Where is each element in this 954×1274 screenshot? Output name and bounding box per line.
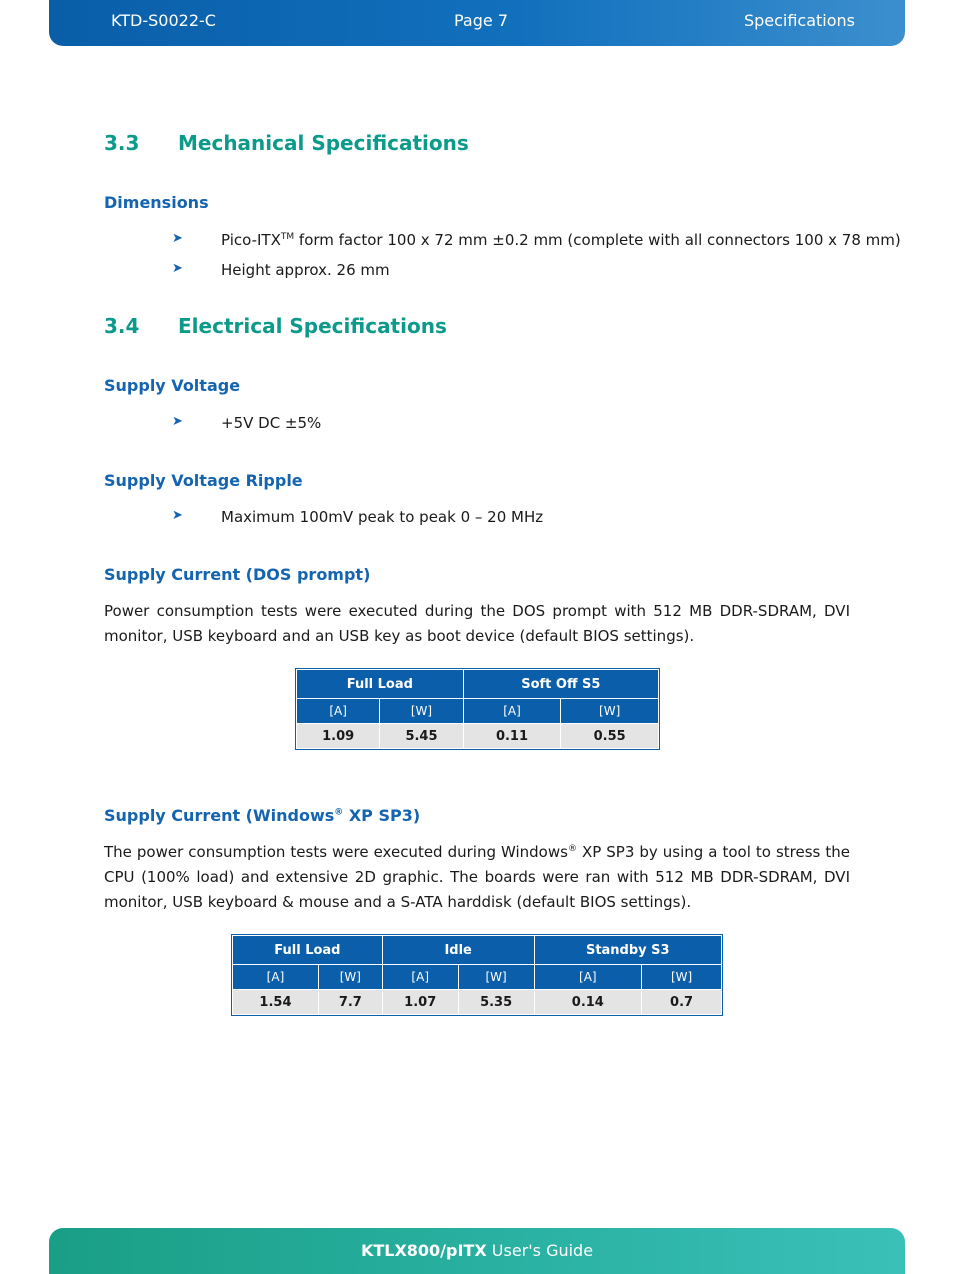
heading-text: Supply Current (Windows [104,806,335,825]
table-group-header: Soft Off S5 [463,670,658,699]
ripple-heading: Supply Voltage Ripple [104,471,303,490]
table-cell: 7.7 [318,990,382,1015]
table-cell: 1.07 [382,990,458,1015]
section-title: Electrical Specifications [178,314,447,338]
table-cell: 0.14 [534,990,642,1015]
table-unit-header: [W] [318,965,382,990]
bullet-text: Height approx. 26 mm [221,261,390,279]
section-number: 3.3 [104,131,140,155]
section-heading-mechanical [104,131,469,155]
table-cell: 5.35 [458,990,534,1015]
table-cell: 0.11 [463,724,561,749]
bullet-text: +5V DC ±5% [221,414,322,432]
table-unit-header: [W] [458,965,534,990]
section-title: Mechanical Specifications [178,131,469,155]
table-cell: 0.7 [642,990,722,1015]
header-section: Specifications [743,11,855,30]
table-cell: 5.45 [380,724,463,749]
dos-current-heading: Supply Current (DOS prompt) [104,565,371,584]
table-cell: 1.09 [297,724,380,749]
trademark-sup: TM [280,232,295,242]
arrow-bullet-icon: ➤ [172,508,183,523]
arrow-bullet-icon: ➤ [172,414,183,429]
footer-product: KTLX800/pITX [360,1241,487,1260]
section-heading-electrical [104,314,447,338]
bullet-text: Pico-ITX [221,231,281,249]
dimensions-heading: Dimensions [104,193,209,212]
bullet-text: Maximum 100mV peak to peak 0 – 20 MHz [221,508,544,526]
table-unit-header: [A] [463,699,561,724]
registered-sup: ® [567,844,577,854]
supply-voltage-heading: Supply Voltage [104,376,241,395]
page-footer [49,1228,905,1274]
table-group-header: Idle [382,936,534,965]
registered-sup: ® [334,807,344,818]
table-group-header: Full Load [297,670,464,699]
table-cell: 0.55 [561,724,659,749]
bullet-text: form factor 100 x 72 mm ±0.2 mm (complete with all connectors 100 x 78 mm) [294,231,901,249]
table-unit-header: [A] [534,965,642,990]
table-unit-header: [A] [382,965,458,990]
table-unit-header: [W] [561,699,659,724]
table-unit-header: [W] [642,965,722,990]
section-number: 3.4 [104,314,140,338]
footer-guide: User's Guide [486,1241,594,1260]
paragraph-text: The power consumption tests were executed during Windows [104,843,568,861]
arrow-bullet-icon: ➤ [172,231,183,246]
windows-current-table [232,935,722,1015]
table-group-header: Standby S3 [534,936,721,965]
table-unit-header: [W] [380,699,463,724]
page-header [49,0,905,46]
windows-current-heading [104,806,420,825]
table-unit-header: [A] [297,699,380,724]
heading-text: XP SP3) [343,806,421,825]
table-group-header: Full Load [233,936,383,965]
paragraph-text: XP SP3 by using a tool to stress the CPU (100% load) and extensive 2D graphic. The boards were ran with 512 MB DDR-SDRAM, DVI monitor, USB keyboard & mouse and a S-ATA harddisk (default BIOS settings). [104,843,850,911]
dos-paragraph: Power consumption tests were executed during the DOS prompt with 512 MB DDR-SDRAM, DVI monitor, USB keyboard and an USB key as boot device (default BIOS settings). [104,602,850,645]
table-unit-header: [A] [233,965,319,990]
arrow-bullet-icon: ➤ [172,261,183,276]
windows-paragraph [104,840,850,915]
table-cell: 1.54 [233,990,319,1015]
dos-current-table [296,669,659,749]
page-number: Page 7 [454,11,508,30]
document-id: KTD-S0022-C [111,11,216,30]
